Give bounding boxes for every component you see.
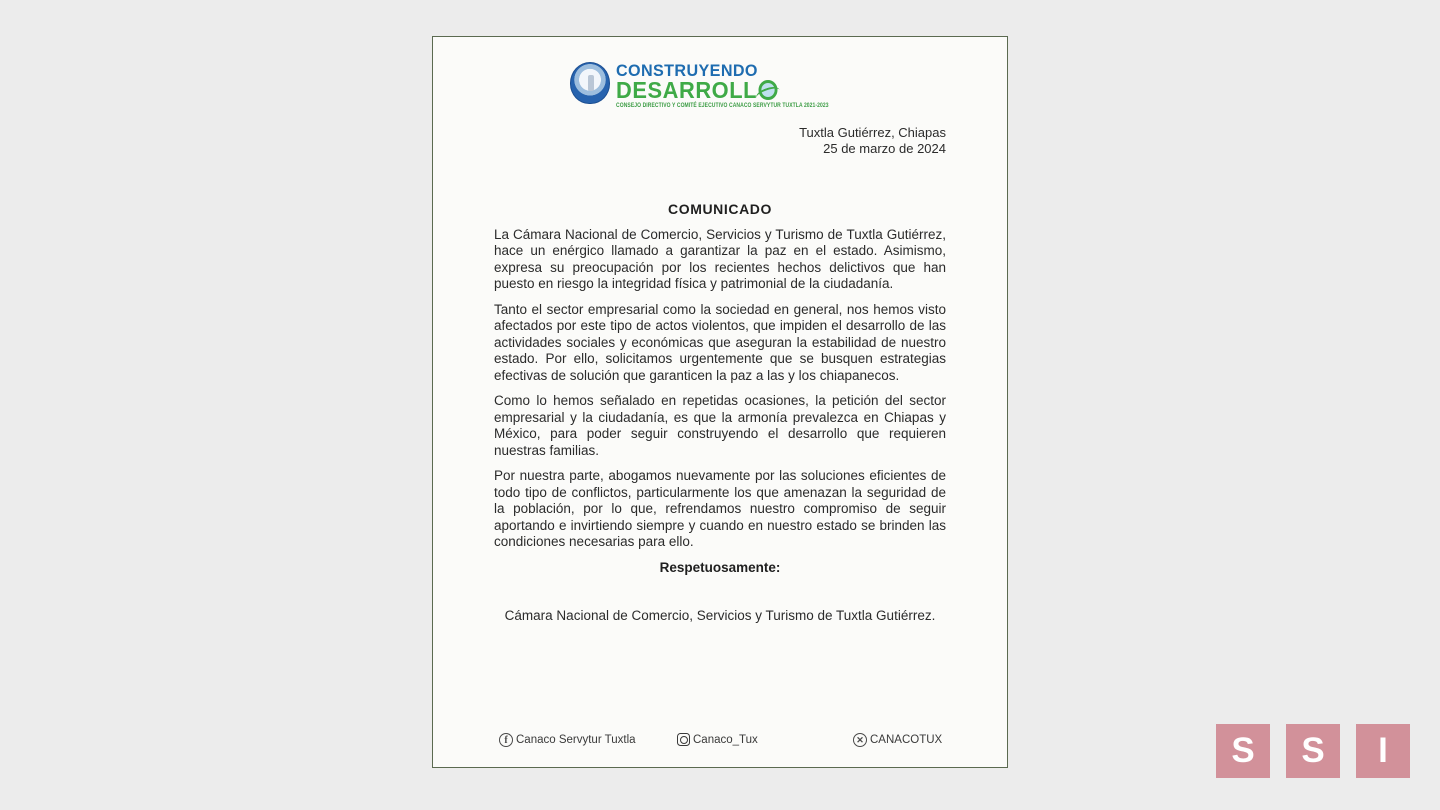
x-handle [853,733,942,747]
signature-line: Cámara Nacional de Comercio, Servicios y Turismo de Tuxtla Gutiérrez. [504,608,936,623]
instagram-handle [677,733,758,746]
ssi-letter-i: I [1356,724,1410,778]
instagram-label: Canaco_Tux [693,733,758,746]
ssi-letter-s1: S [1216,724,1270,778]
logo-tagline: CONSEJO DIRECTIVO Y COMITÉ EJECUTIVO CANACO SERVYTUR TUXTLA 2021-2023 [615,103,829,109]
facebook-handle [499,733,636,747]
social-footer [433,733,1007,753]
document-body [494,227,946,551]
facebook-icon: f [499,733,513,747]
logo-line1: CONSTRUYENDO [615,61,758,80]
paragraph-2: Tanto el sector empresarial como la sociedad en general, nos hemos visto afectados por este tipo de actos violentos, que impiden el desarrollo de las actividades sociales y económicas que aseguran la estabilidad de nuestro estado. Por ello, solicitamos urgentemente que se busquen estrategias efectivas de solución que garanticen la paz a las y los chiapanecos. [494,301,946,383]
x-label: CANACOTUX [870,734,943,746]
dateline [433,125,946,157]
ssi-letter-s2: S [1286,724,1340,778]
dateline-date: 25 de marzo de 2024 [823,141,946,156]
paragraph-3: Como lo hemos señalado en repetidas ocasiones, la petición del sector empresarial y la ciudadanía, es que la armonía prevalezca en Chiapas y México, para poder seguir construyendo el desarrollo que requieren nuestras familias. [494,393,946,458]
logo-text [616,62,858,109]
communique-document [432,36,1008,768]
dateline-location: Tuxtla Gutiérrez, Chiapas [799,125,946,140]
document-title: COMUNICADO [668,201,772,217]
logo-line2-text: DESARROLL [615,77,757,103]
globe-icon [758,80,777,100]
logo-line2 [616,79,858,101]
ssi-watermark [1216,724,1410,778]
closing-salutation: Respetuosamente: [659,559,781,575]
facebook-label: Canaco Servytur Tuxtla [516,734,636,746]
paragraph-1: La Cámara Nacional de Comercio, Servicios y Turismo de Tuxtla Gutiérrez, hace un enérgico llamado a garantizar la paz en el estado. Asimismo, expresa su preocupación por los recientes hechos delictivos que han puesto en riesgo la integridad física y patrimonial de la ciudadanía. [494,226,946,291]
instagram-icon [677,733,690,746]
canaco-logo [433,62,1007,109]
canaco-shield-icon [570,62,610,104]
x-icon: ✕ [853,733,867,747]
paragraph-4: Por nuestra parte, abogamos nuevamente por las soluciones eficientes de todo tipo de conflictos, particularmente los que amenazan la seguridad de la población, por lo que, refrendamos nuestro compromiso de seguir aportando e invirtiendo siempre y cuando en nuestro estado se brinden las condiciones necesarias para ello. [494,468,946,549]
